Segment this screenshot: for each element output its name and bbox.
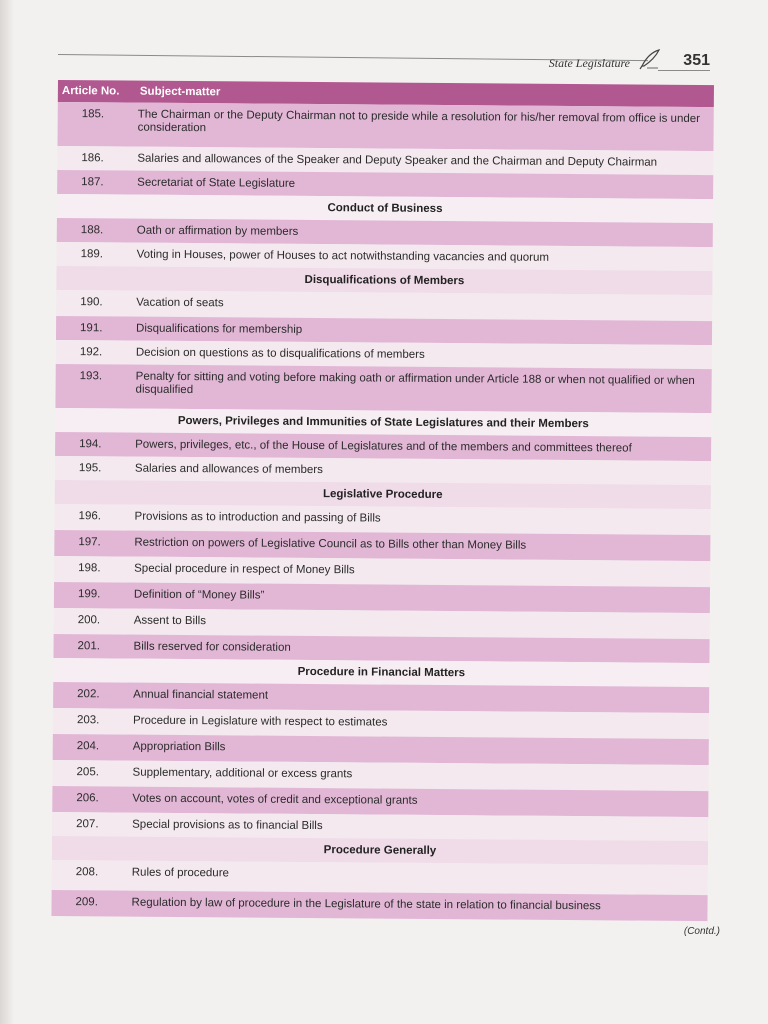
page-edge-shadow [0, 0, 14, 1024]
subject-matter: Decision on questions as to disqualifications of members [135, 346, 425, 361]
table-body [51, 102, 713, 921]
article-number: 192. [79, 346, 103, 359]
article-number: 205. [76, 766, 100, 779]
article-number: 191. [80, 322, 103, 335]
article-number: 185. [81, 108, 105, 121]
section-heading: Legislative Procedure [55, 480, 711, 509]
section-heading: Procedure Generally [52, 836, 708, 865]
article-number: 195. [78, 462, 102, 475]
subject-matter: Salaries and allowances of members [134, 462, 323, 477]
subject-matter: Provisions as to introduction and passing of Bills [134, 510, 381, 525]
article-number: 186. [81, 152, 104, 165]
article-number: 209. [75, 896, 98, 909]
article-number: 206. [76, 792, 99, 805]
article-number: 189. [80, 248, 104, 261]
subject-matter: Special procedure in respect of Money Bills [134, 562, 355, 577]
subject-matter: Salaries and allowances of the Speaker and Deputy Speaker and the Chairman and Deputy Chairman [137, 152, 658, 169]
section-heading: Conduct of Business [57, 194, 713, 223]
table-row [51, 890, 707, 921]
article-number: 188. [80, 224, 104, 237]
articles-table [51, 80, 714, 921]
running-head [58, 48, 710, 74]
continued-note: (Contd.) [683, 926, 720, 937]
table-row [57, 102, 713, 151]
subject-matter: Procedure in Legislature with respect to estimates [132, 714, 388, 729]
article-number: 199. [77, 588, 101, 601]
subject-matter: Definition of “Money Bills” [133, 588, 265, 602]
article-number: 190. [80, 296, 103, 309]
article-number: 193. [79, 370, 103, 383]
subject-matter: Powers, privileges, etc., of the House of Legislatures and of the members and committees thereof [135, 438, 632, 455]
header-rule-short [658, 70, 710, 71]
article-number: 201. [77, 640, 100, 653]
article-number: 202. [77, 688, 100, 701]
header-article-no: Article No. [61, 85, 120, 98]
subject-matter: Appropriation Bills [132, 740, 226, 754]
quill-pen-icon [638, 48, 662, 70]
subject-matter: Voting in Houses, power of Houses to act notwithstanding vacancies and quorum [136, 248, 549, 264]
subject-matter: Disqualifications for membership [136, 322, 303, 336]
subject-matter: Votes on account, votes of credit and exceptional grants [132, 792, 418, 807]
article-number: 197. [78, 536, 101, 549]
subject-matter: Supplementary, additional or excess grants [132, 766, 353, 781]
section-heading: Powers, Privileges and Immunities of State Legislatures and their Members [55, 408, 711, 437]
section-heading: Procedure in Financial Matters [53, 658, 709, 687]
subject-matter: Penalty for sitting and voting before making oath or affirmation under Article 188 or when not qualified or when disqualified [135, 370, 695, 397]
article-number: 198. [78, 562, 101, 575]
article-number: 187. [81, 176, 104, 189]
article-number: 207. [76, 818, 99, 831]
subject-matter: Restriction on powers of Legislative Council as to Bills other than Money Bills [134, 536, 527, 552]
article-number: 208. [75, 866, 99, 879]
page-number: 351 [683, 52, 710, 69]
article-number: 200. [77, 614, 101, 627]
table-row [55, 364, 711, 413]
subject-matter: Rules of procedure [131, 866, 229, 880]
article-number: 196. [78, 510, 102, 523]
subject-matter: The Chairman or the Deputy Chairman not to preside while a resolution for his/her removal from office is under consideration [137, 108, 701, 135]
subject-matter: Secretariat of State Legislature [137, 176, 296, 190]
article-number: 194. [79, 438, 102, 451]
subject-matter: Regulation by law of procedure in the Legislature of the state in relation to financial business [131, 896, 601, 913]
subject-matter: Bills reserved for consideration [133, 640, 291, 654]
article-number: 203. [76, 714, 100, 727]
running-title: State Legislature [548, 56, 630, 70]
section-heading: Disqualifications of Members [56, 266, 712, 295]
subject-matter: Assent to Bills [133, 614, 207, 628]
subject-matter: Vacation of seats [136, 296, 224, 310]
article-number: 204. [76, 740, 100, 753]
subject-matter: Oath or affirmation by members [136, 224, 299, 238]
subject-matter: Special provisions as to financial Bills [132, 818, 323, 833]
subject-matter: Annual financial statement [133, 688, 269, 702]
header-subject-matter: Subject-matter [139, 85, 221, 99]
